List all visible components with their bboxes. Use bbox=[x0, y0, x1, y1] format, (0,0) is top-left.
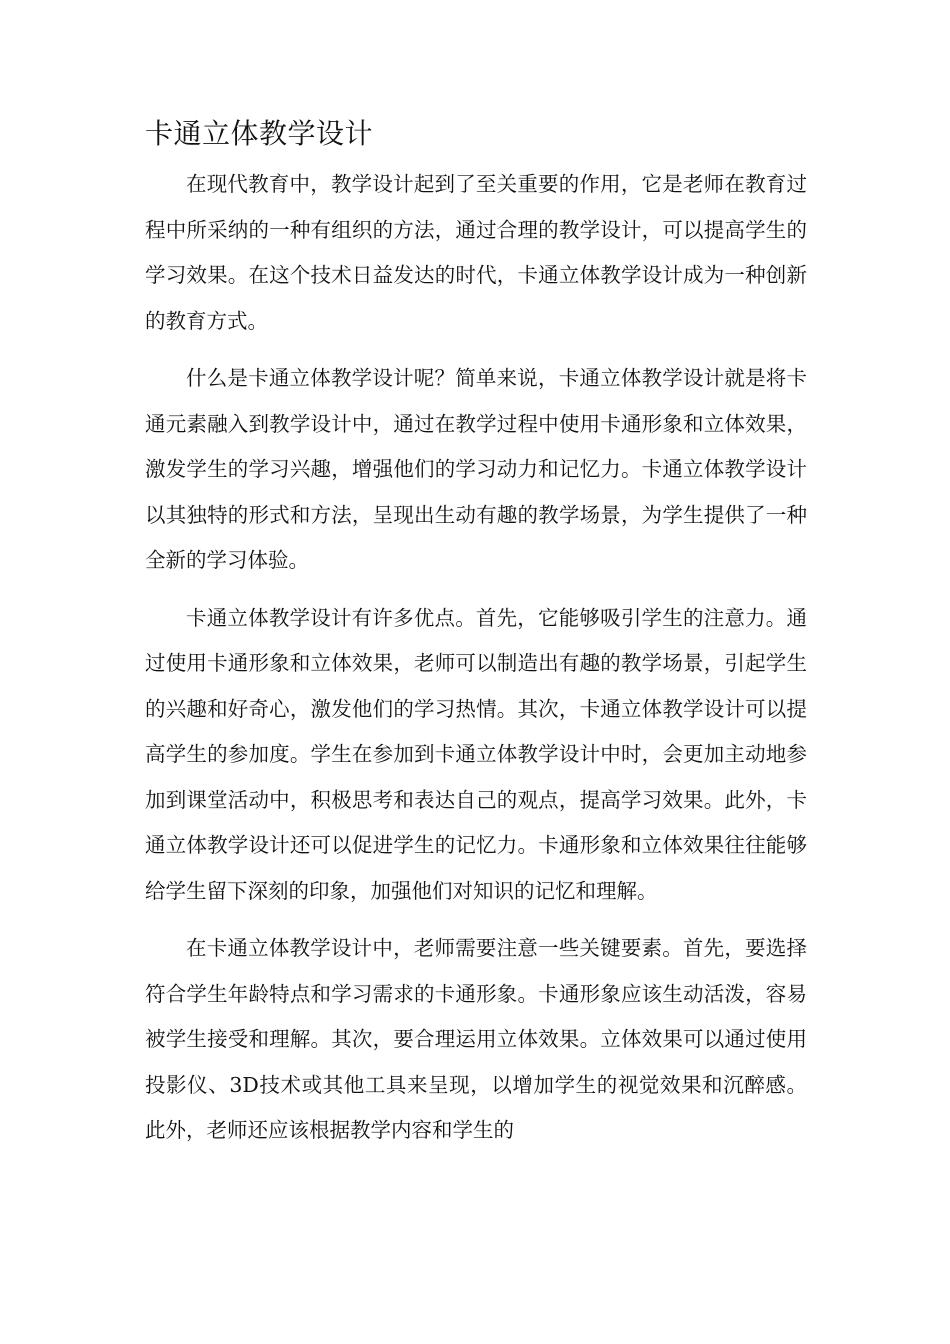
document-title: 卡通立体教学设计 bbox=[145, 117, 374, 150]
document-body bbox=[145, 112, 807, 1166]
paragraph-key-elements: 在卡通立体教学设计中，老师需要注意一些关键要素。首先，要选择符合学生年龄特点和学习需求的卡通形象。卡通形象应该生动活泼，容易被学生接受和理解。其次，要合理运用立体效果。立体效果可以通过使用投影仪、3D技术或其他工具来呈现，以增加学生的视觉效果和沉醉感。此外，老师还应该根据教学内容和学生的 bbox=[145, 936, 807, 1142]
paragraph-advantages: 卡通立体教学设计有许多优点。首先，它能够吸引学生的注意力。通过使用卡通形象和立体效果，老师可以制造出有趣的教学场景，引起学生的兴趣和好奇心，激发他们的学习热情。其次，卡通立体教学设计可以提高学生的参加度。学生在参加到卡通立体教学设计中时，会更加主动地参加到课堂活动中，积极思考和表达自己的观点，提高学习效果。此外，卡通立体教学设计还可以促进学生的记忆力。卡通形象和立体效果往往能够给学生留下深刻的印象，加强他们对知识的记忆和理解。 bbox=[145, 605, 807, 903]
paragraph-intro: 在现代教育中，教学设计起到了至关重要的作用，它是老师在教育过程中所采纳的一种有组织的方法，通过合理的教学设计，可以提高学生的学习效果。在这个技术日益发达的时代，卡通立体教学设计成为一种创新的教育方式。 bbox=[145, 172, 807, 333]
paragraph-definition: 什么是卡通立体教学设计呢？简单来说，卡通立体教学设计就是将卡通元素融入到教学设计中，通过在教学过程中使用卡通形象和立体效果，激发学生的学习兴趣，增强他们的学习动力和记忆力。卡通立体教学设计以其独特的形式和方法，呈现出生动有趣的教学场景，为学生提供了一种全新的学习体验。 bbox=[145, 366, 807, 572]
